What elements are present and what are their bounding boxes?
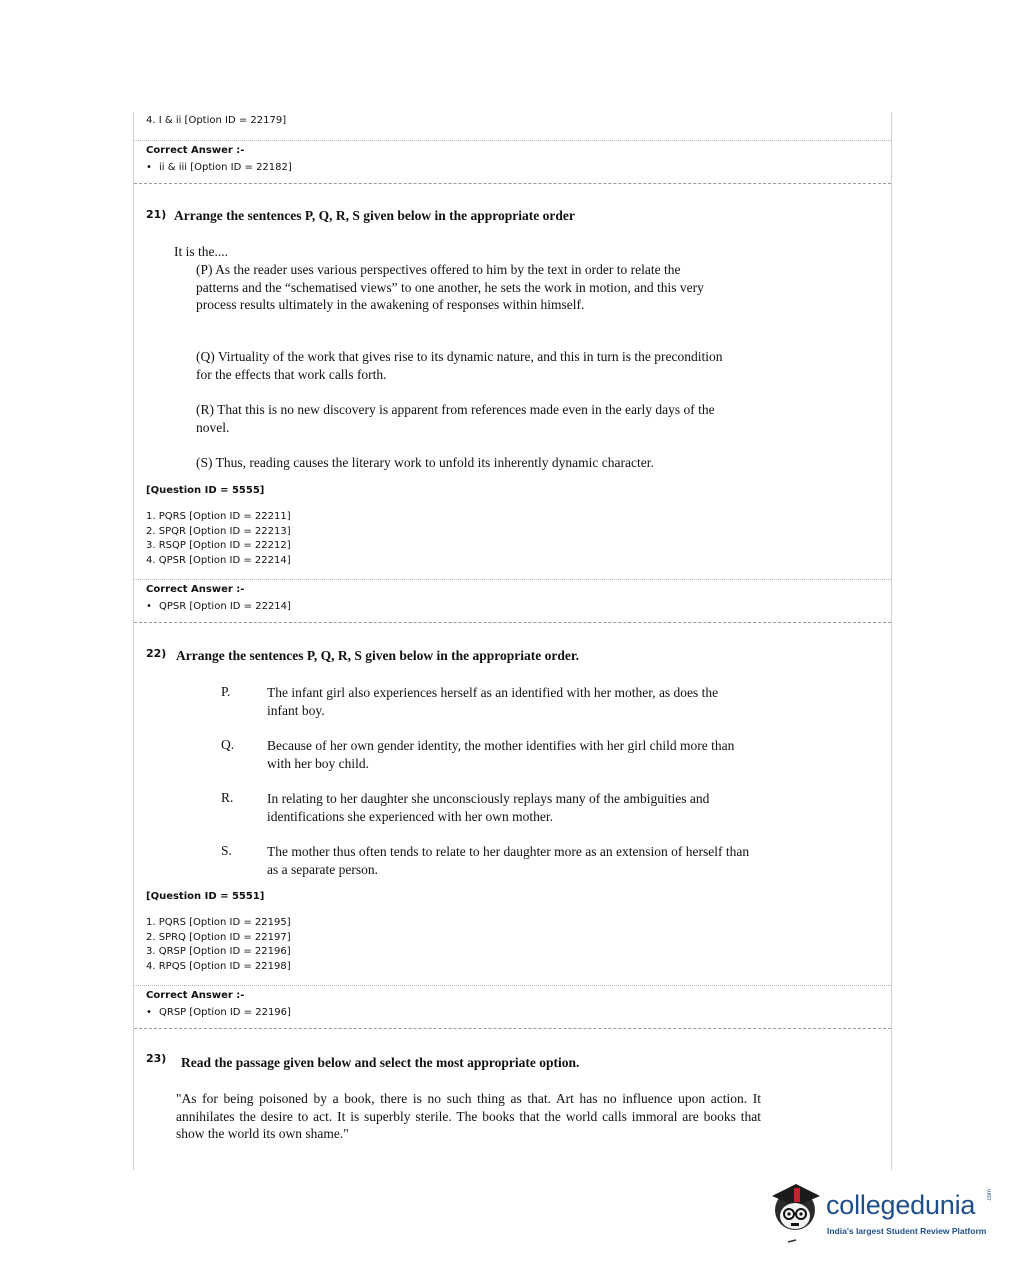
logo-suffix: .com [987, 1188, 993, 1202]
page-border-left [133, 112, 134, 1170]
question-number: 21) [146, 208, 167, 221]
options-list [146, 916, 291, 974]
sentence-marker: P. [221, 684, 231, 699]
option-item: 3. RSQP [Option ID = 22212] [146, 540, 291, 551]
sentence-s: (S) Thus, reading causes the literary work to unfold its inherently dynamic character. [196, 455, 654, 470]
option-item: 2. SPQR [Option ID = 22213] [146, 525, 291, 537]
option-item: 4. I & ii [Option ID = 22179] [146, 115, 287, 126]
option-item: 4. RPQS [Option ID = 22198] [146, 960, 291, 972]
option-item: 2. SPRQ [Option ID = 22197] [146, 931, 291, 943]
page-border-right [891, 112, 892, 1170]
correct-answer-value: • QPSR [Option ID = 22214] [146, 601, 291, 612]
question-title: Arrange the sentences P, Q, R, S given below in the appropriate order. [176, 648, 579, 663]
sentence-marker: S. [221, 843, 232, 858]
passage-text: "As for being poisoned by a book, there is no such thing as that. Art has no influence upon action. It annihilates the desire to act. It is superbly sterile. The books that the world calls immoral are books that show the world its own shame." [176, 1091, 761, 1141]
options-list [146, 510, 291, 568]
logo-tagline: India's largest Student Review Platform [827, 1226, 987, 1236]
question-separator [134, 183, 891, 184]
sentence-marker: R. [221, 790, 234, 805]
correct-answer-label: Correct Answer :- [146, 145, 245, 156]
correct-answer-value: • ii & iii [Option ID = 22182] [146, 162, 292, 173]
sentence-r: (R) That this is no new discovery is apparent from references made even in the early days of the novel. [196, 402, 715, 435]
sentence-text: Because of her own gender identity, the mother identifies with her girl child more than with her boy child. [267, 738, 735, 771]
question-title: Read the passage given below and select the most appropriate option. [181, 1055, 580, 1070]
sentence-text: In relating to her daughter she unconsciously replays many of the ambiguities and identifications she experienced with her own mother. [267, 791, 710, 824]
option-item: 1. PQRS [Option ID = 22195] [146, 917, 291, 928]
question-id: [Question ID = 5555] [146, 485, 265, 496]
correct-answer-value: • QRSP [Option ID = 22196] [146, 1007, 291, 1018]
option-item: 1. PQRS [Option ID = 22211] [146, 511, 291, 522]
correct-answer-label: Correct Answer :- [146, 584, 245, 595]
logo-wordmark: collegedunia [826, 1190, 976, 1220]
question-number: 22) [146, 647, 167, 660]
option-item: 4. QPSR [Option ID = 22214] [146, 554, 291, 566]
question-title: Arrange the sentences P, Q, R, S given below in the appropriate order [174, 208, 575, 223]
sentence-q: (Q) Virtuality of the work that gives rise to its dynamic nature, and this in turn is the precondition for the effects that work calls forth. [196, 349, 723, 382]
question-intro: It is the.... [174, 244, 228, 259]
question-id: [Question ID = 5551] [146, 891, 265, 902]
sentence-marker: Q. [221, 737, 235, 752]
question-separator [134, 1028, 891, 1029]
sentence-text: The mother thus often tends to relate to her daughter more as an extension of herself than as a separate person. [267, 844, 750, 877]
divider [134, 140, 891, 141]
divider [134, 985, 891, 986]
sentence-p: (P) As the reader uses various perspectives offered to him by the text in order to relate the patterns and the “schematised views” to one another, he sets the work in motion, and this very process results ultimately in the awakening of responses within himself. [196, 262, 704, 312]
sentence-text: The infant girl also experiences herself as an identified with her mother, as does the infant boy. [267, 685, 719, 718]
divider [134, 579, 891, 580]
question-number: 23) [146, 1052, 167, 1065]
collegedunia-mascot-icon [766, 1176, 826, 1246]
option-item: 3. QRSP [Option ID = 22196] [146, 946, 291, 957]
question-separator [134, 622, 891, 623]
correct-answer-label: Correct Answer :- [146, 990, 245, 1001]
